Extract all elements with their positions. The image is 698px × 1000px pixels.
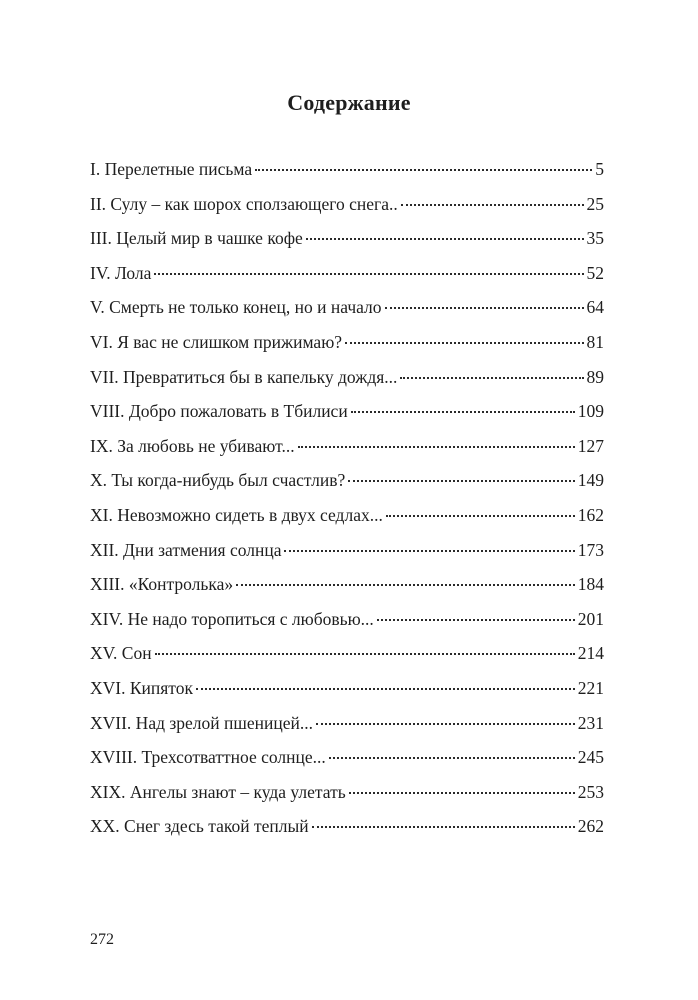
toc-entry — [90, 394, 604, 429]
toc-entry — [90, 221, 604, 256]
toc-entry-page: 35 — [586, 228, 604, 249]
toc-entry-page: 109 — [577, 401, 604, 422]
toc-entry-title: XI. Невозможно сидеть в двух седлах... — [90, 504, 383, 525]
dot-leader — [298, 446, 575, 448]
dot-leader — [329, 757, 575, 759]
toc-entry-title: X. Ты когда-нибудь был счастлив? — [90, 470, 346, 491]
toc-entry-page: 149 — [577, 470, 604, 491]
toc-entry-page: 162 — [577, 504, 604, 525]
toc-entry-title: XVII. Над зрелой пшеницей... — [90, 712, 313, 733]
dot-leader — [400, 377, 583, 379]
toc-entry — [90, 636, 604, 671]
dot-leader — [236, 584, 575, 586]
dot-leader — [155, 653, 575, 655]
dot-leader — [312, 826, 575, 828]
dot-leader — [401, 204, 584, 206]
toc-entry — [90, 740, 604, 775]
toc-entry-title: II. Сулу – как шорох сползающего снега.. — [90, 193, 398, 214]
toc-entry-page: 214 — [577, 643, 604, 664]
toc-entry-page: 201 — [577, 608, 604, 629]
toc-entry — [90, 256, 604, 291]
toc-entry-page: 253 — [577, 781, 604, 802]
toc-entry-page: 127 — [577, 435, 604, 456]
toc-entry-page: 52 — [586, 262, 604, 283]
toc-entry — [90, 533, 604, 568]
toc-entry — [90, 187, 604, 222]
dot-leader — [348, 480, 575, 482]
toc-entry-title: XIX. Ангелы знают – куда улетать — [90, 781, 346, 802]
toc-entry-title: XIII. «Контролька» — [90, 574, 234, 595]
toc-entry — [90, 463, 604, 498]
toc-entry-title: IX. За любовь не убивают... — [90, 435, 295, 456]
toc-entry — [90, 498, 604, 533]
toc-entry-title: I. Перелетные письма — [90, 159, 253, 179]
toc-entry-page: 262 — [577, 816, 604, 837]
toc-entry-page: 5 — [595, 159, 604, 179]
dot-leader — [154, 273, 583, 275]
page-number: 272 — [90, 931, 114, 948]
toc-entry-title: V. Смерть не только конец, но и начало — [90, 297, 382, 318]
dot-leader — [385, 307, 584, 309]
toc-entry-title: XVIII. Трехсотваттное солнце... — [90, 747, 326, 768]
dot-leader — [316, 723, 575, 725]
toc-entry — [90, 706, 604, 741]
toc-entry-title: XIV. Не надо торопиться с любовью... — [90, 608, 374, 629]
dot-leader — [255, 169, 592, 171]
toc-entry-page: 221 — [577, 677, 604, 698]
toc-entry-title: XV. Сон — [90, 643, 152, 664]
toc-entry — [90, 325, 604, 360]
dot-leader — [345, 342, 583, 344]
toc-entry-title: IV. Лола — [90, 262, 152, 283]
toc-entry — [90, 775, 604, 810]
table-of-contents — [90, 152, 604, 844]
dot-leader — [351, 411, 575, 413]
toc-entry-title: III. Целый мир в чашке кофе — [90, 228, 303, 249]
toc-entry-page: 25 — [586, 193, 604, 214]
toc-entry — [90, 360, 604, 395]
toc-entry-title: VIII. Добро пожаловать в Тбилиси — [90, 401, 348, 422]
toc-entry-page: 173 — [577, 539, 604, 560]
toc-entry-title: VI. Я вас не слишком прижимаю? — [90, 331, 343, 352]
toc-entry — [90, 602, 604, 637]
dot-leader — [196, 688, 575, 690]
dot-leader — [349, 792, 575, 794]
dot-leader — [386, 515, 575, 517]
toc-entry-page: 245 — [577, 747, 604, 768]
toc-entry-page: 64 — [586, 297, 604, 318]
toc-entry — [90, 671, 604, 706]
toc-entry — [90, 429, 604, 464]
toc-entry — [90, 567, 604, 602]
dot-leader — [284, 550, 574, 552]
toc-entry-title: XVI. Кипяток — [90, 677, 193, 698]
dot-leader — [306, 238, 584, 240]
toc-entry-title: XX. Снег здесь такой теплый — [90, 816, 309, 837]
toc-entry — [90, 290, 604, 325]
toc-entry-page: 231 — [577, 712, 604, 733]
toc-entry — [90, 809, 604, 844]
page-title: Содержание — [287, 90, 411, 115]
toc-entry-title: VII. Превратиться бы в капельку дождя... — [90, 366, 398, 387]
toc-entry — [90, 152, 604, 187]
toc-entry-title: XII. Дни затмения солнца — [90, 539, 282, 560]
toc-entry-page: 89 — [586, 366, 604, 387]
toc-entry-page: 81 — [586, 331, 604, 352]
dot-leader — [377, 619, 575, 621]
toc-entry-page: 184 — [577, 574, 604, 595]
